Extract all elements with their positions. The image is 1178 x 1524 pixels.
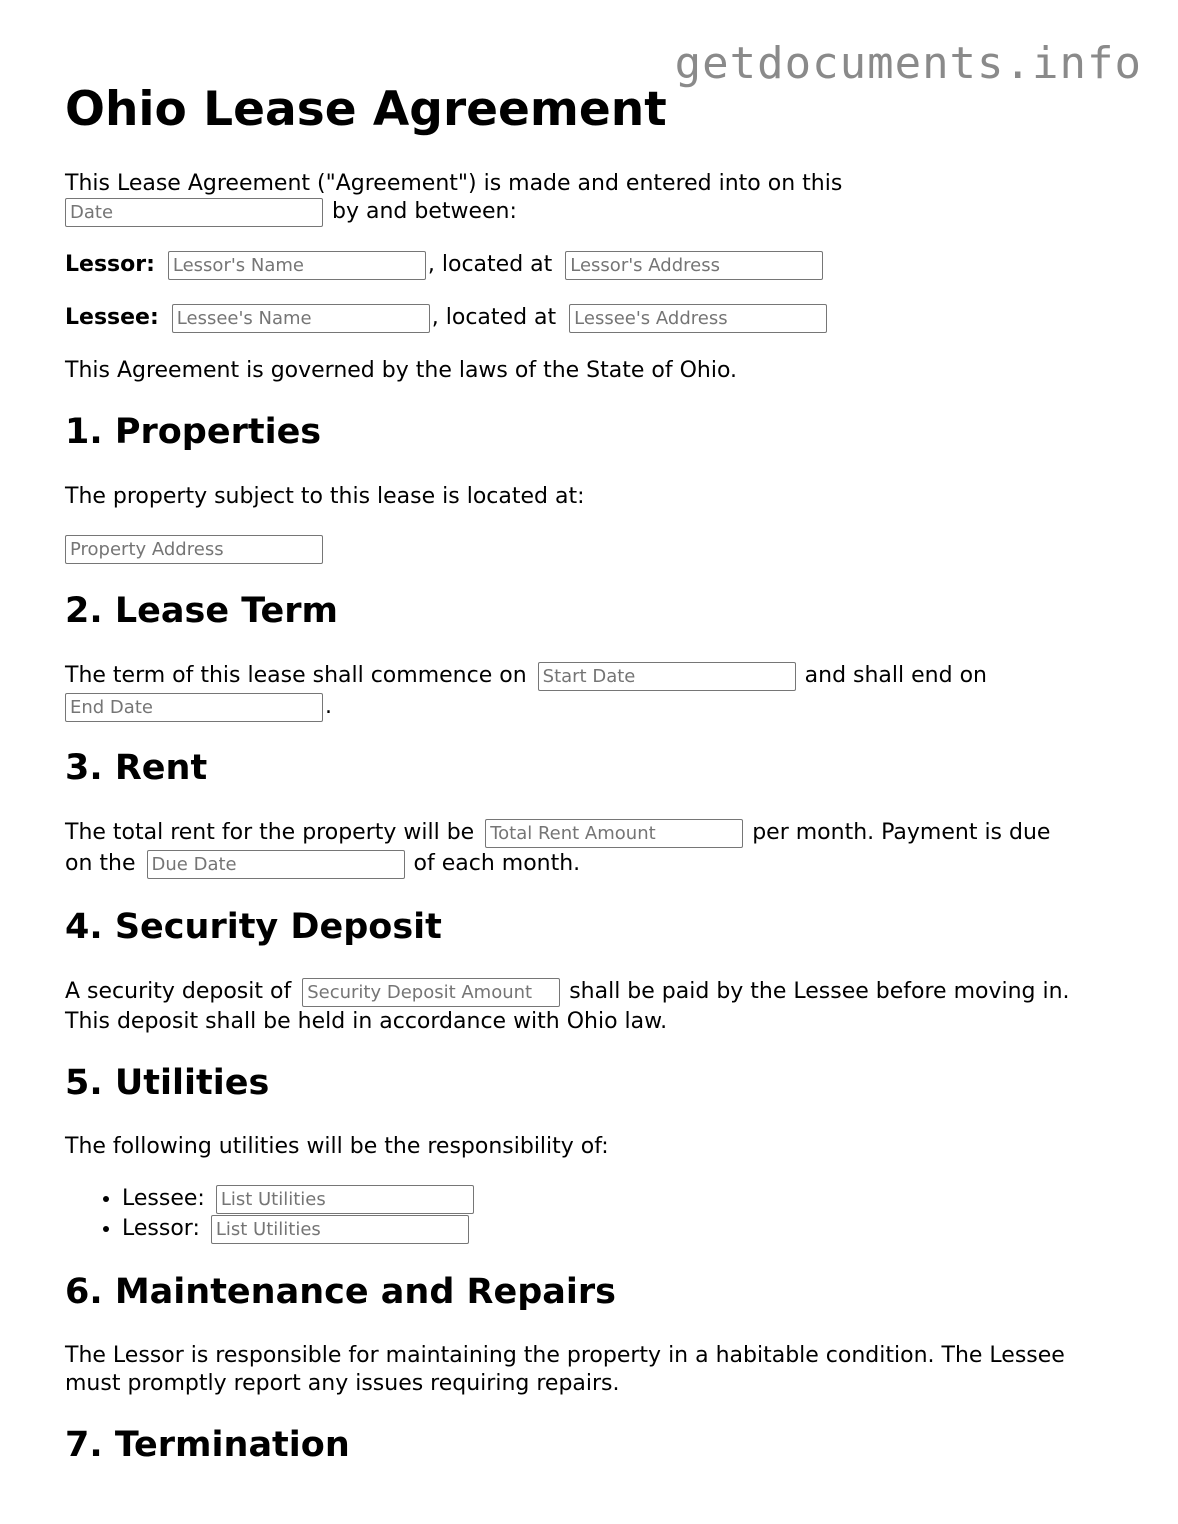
lessor-label: Lessor: [65, 252, 155, 277]
section-heading-termination: 7. Termination [65, 1425, 350, 1465]
property-address-field[interactable] [65, 535, 323, 564]
utilities-list [65, 1184, 476, 1244]
end-date-field[interactable] [65, 693, 323, 722]
page-title: Ohio Lease Agreement [65, 82, 667, 137]
start-date-field[interactable] [538, 662, 796, 691]
utilities-item-lessor [122, 1214, 476, 1244]
security-deposit-text-before: A security deposit of [65, 979, 292, 1004]
rent-text-end: of each month. [413, 851, 581, 876]
rent-text-on-the: on the [65, 851, 136, 876]
intro-text: This Lease Agreement ("Agreement") is made and entered into on this [65, 171, 843, 196]
lessee-name-field[interactable] [172, 304, 430, 333]
utilities-text: The following utilities will be the responsibility of: [65, 1134, 609, 1159]
lease-term-text-before: The term of this lease shall commence on [65, 663, 527, 688]
section-heading-utilities: 5. Utilities [65, 1063, 270, 1103]
lease-term-line-2 [65, 692, 332, 722]
security-deposit-amount-field[interactable] [302, 978, 560, 1007]
section-heading-security-deposit: 4. Security Deposit [65, 907, 442, 947]
lessee-utilities-field[interactable] [216, 1185, 474, 1214]
rent-text-before: The total rent for the property will be [65, 820, 475, 845]
governing-law-text: This Agreement is governed by the laws of the State of Ohio. [65, 358, 738, 383]
lessor-line [65, 250, 825, 280]
lease-term-text-middle: and shall end on [804, 663, 987, 688]
security-deposit-line-2: This deposit shall be held in accordance with Ohio law. [65, 1009, 668, 1034]
lessee-line [65, 303, 829, 333]
intro-line-1 [65, 169, 842, 199]
section-heading-lease-term: 2. Lease Term [65, 591, 338, 631]
lease-term-line-1 [65, 661, 987, 691]
section-heading-properties: 1. Properties [65, 412, 322, 452]
lessor-address-field[interactable] [565, 251, 823, 280]
properties-text: The property subject to this lease is located at: [65, 484, 585, 509]
total-rent-amount-field[interactable] [485, 819, 743, 848]
rent-line-1 [65, 818, 1050, 848]
section-heading-maintenance: 6. Maintenance and Repairs [65, 1272, 617, 1312]
agreement-date-field[interactable] [65, 198, 323, 227]
lessor-located-at: , located at [427, 252, 553, 277]
lessor-utilities-field[interactable] [211, 1215, 469, 1244]
security-deposit-text-after: shall be paid by the Lessee before moving in. [569, 979, 1070, 1004]
maintenance-line-1: The Lessor is responsible for maintaining the property in a habitable condition. The Lessee [65, 1343, 1065, 1368]
utilities-lessee-label: Lessee: [122, 1186, 205, 1211]
intro-suffix: by and between: [332, 199, 517, 224]
lessor-name-field[interactable] [168, 251, 426, 280]
utilities-lessor-label: Lessor: [122, 1216, 200, 1241]
utilities-item-lessee [122, 1184, 476, 1214]
lessee-address-field[interactable] [569, 304, 827, 333]
properties-field-row [65, 534, 325, 564]
lease-term-text-end: . [325, 694, 332, 719]
lessee-label: Lessee: [65, 305, 159, 330]
maintenance-line-2: must promptly report any issues requiring repairs. [65, 1371, 620, 1396]
intro-line-2 [65, 197, 517, 227]
due-date-field[interactable] [147, 850, 405, 879]
lessee-located-at: , located at [431, 305, 557, 330]
rent-line-2 [65, 849, 580, 879]
rent-text-middle: per month. Payment is due [752, 820, 1051, 845]
section-heading-rent: 3. Rent [65, 748, 208, 788]
security-deposit-line-1 [65, 977, 1070, 1007]
watermark-text: getdocuments.info [674, 38, 1142, 89]
